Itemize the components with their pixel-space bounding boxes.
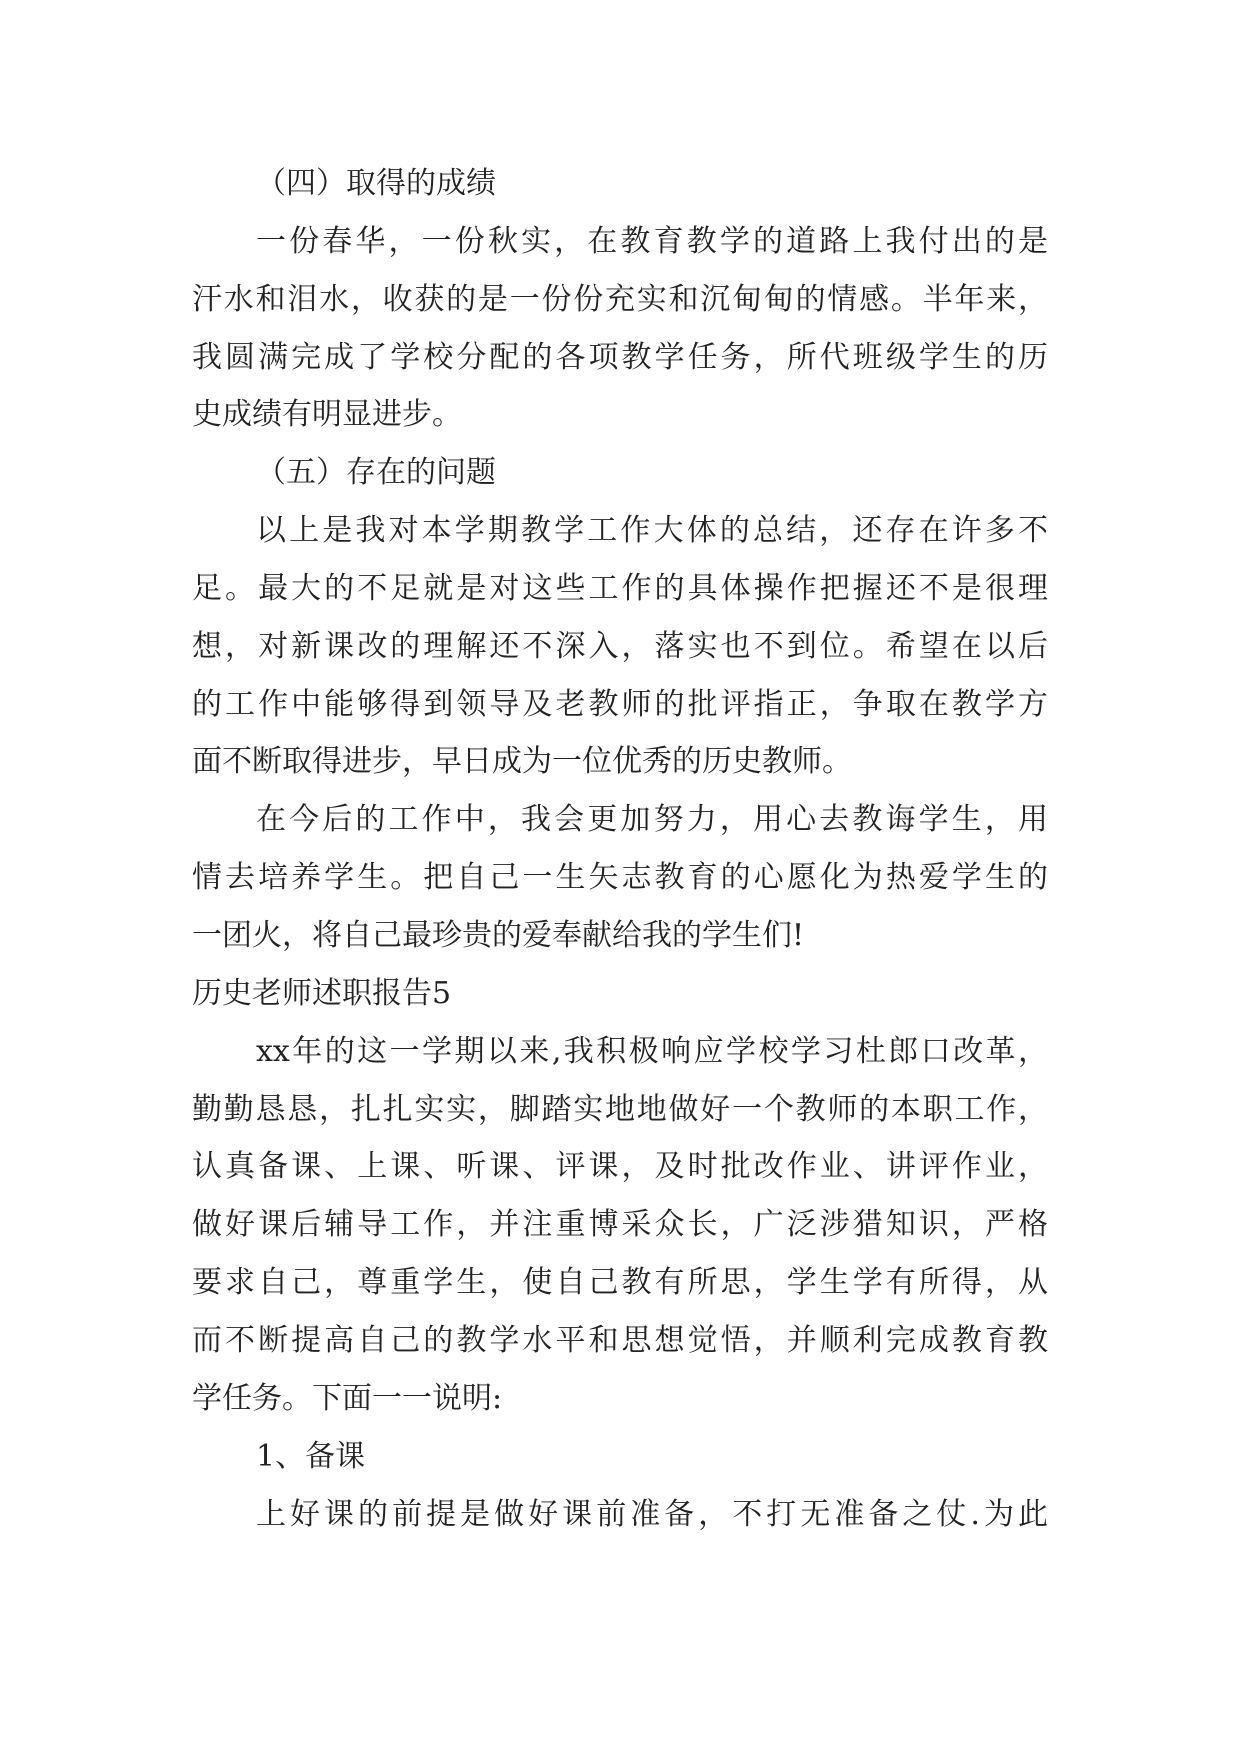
paragraph-line: 足。最大的不足就是对这些工作的具体操作把握还不是很理 [192,571,1048,606]
paragraph-line: 认真备课、上课、听课、评课，及时批改作业、讲评作业， [192,1149,1048,1184]
paragraph-line: 做好课后辅导工作，并注重博采众长，广泛涉猎知识，严格 [192,1207,1048,1242]
section-heading-achievements: （四）取得的成绩 [256,166,496,201]
paragraph-line: 面不断取得进步，早日成为一位优秀的历史教师。 [192,744,852,779]
paragraph-line: 学任务。下面一一说明: [192,1381,503,1416]
paragraph-line: 而不断提高自己的教学水平和思想觉悟，并顺利完成教育教 [192,1323,1048,1358]
paragraph-line: 以上是我对本学期教学工作大体的总结，还存在许多不 [256,513,1048,548]
paragraph-line: 一团火，将自己最珍贵的爱奉献给我的学生们! [192,918,805,953]
paragraph-line: xx年的这一学期以来,我积极响应学校学习杜郎口改革， [256,1034,1048,1069]
paragraph-line: 我圆满完成了学校分配的各项教学任务，所代班级学生的历 [192,340,1048,375]
subsection-heading-lesson-prep: 1、备课 [256,1439,366,1474]
paragraph-line: 汗水和泪水，收获的是一份份充实和沉甸甸的情感。半年来， [192,282,1048,317]
paragraph-line: 情去培养学生。把自己一生矢志教育的心愿化为热爱学生的 [192,860,1048,895]
section-heading-problems: （五）存在的问题 [256,455,496,490]
paragraph-line: 上好课的前提是做好课前准备，不打无准备之仗.为此 [256,1497,1048,1532]
paragraph-line: 的工作中能够得到领导及老教师的批评指正，争取在教学方 [192,687,1048,722]
paragraph-line: 一份春华，一份秋实，在教育教学的道路上我付出的是 [256,224,1048,259]
report-title: 历史老师述职报告5 [192,976,452,1011]
paragraph-line: 勤勤恳恳，扎扎实实，脚踏实地地做好一个教师的本职工作， [192,1092,1048,1127]
paragraph-line: 要求自己，尊重学生，使自己教有所思，学生学有所得，从 [192,1265,1048,1300]
paragraph-line: 想，对新课改的理解还不深入，落实也不到位。希望在以后 [192,629,1048,664]
paragraph-line: 史成绩有明显进步。 [192,397,462,432]
paragraph-line: 在今后的工作中，我会更加努力，用心去教诲学生，用 [256,802,1048,837]
